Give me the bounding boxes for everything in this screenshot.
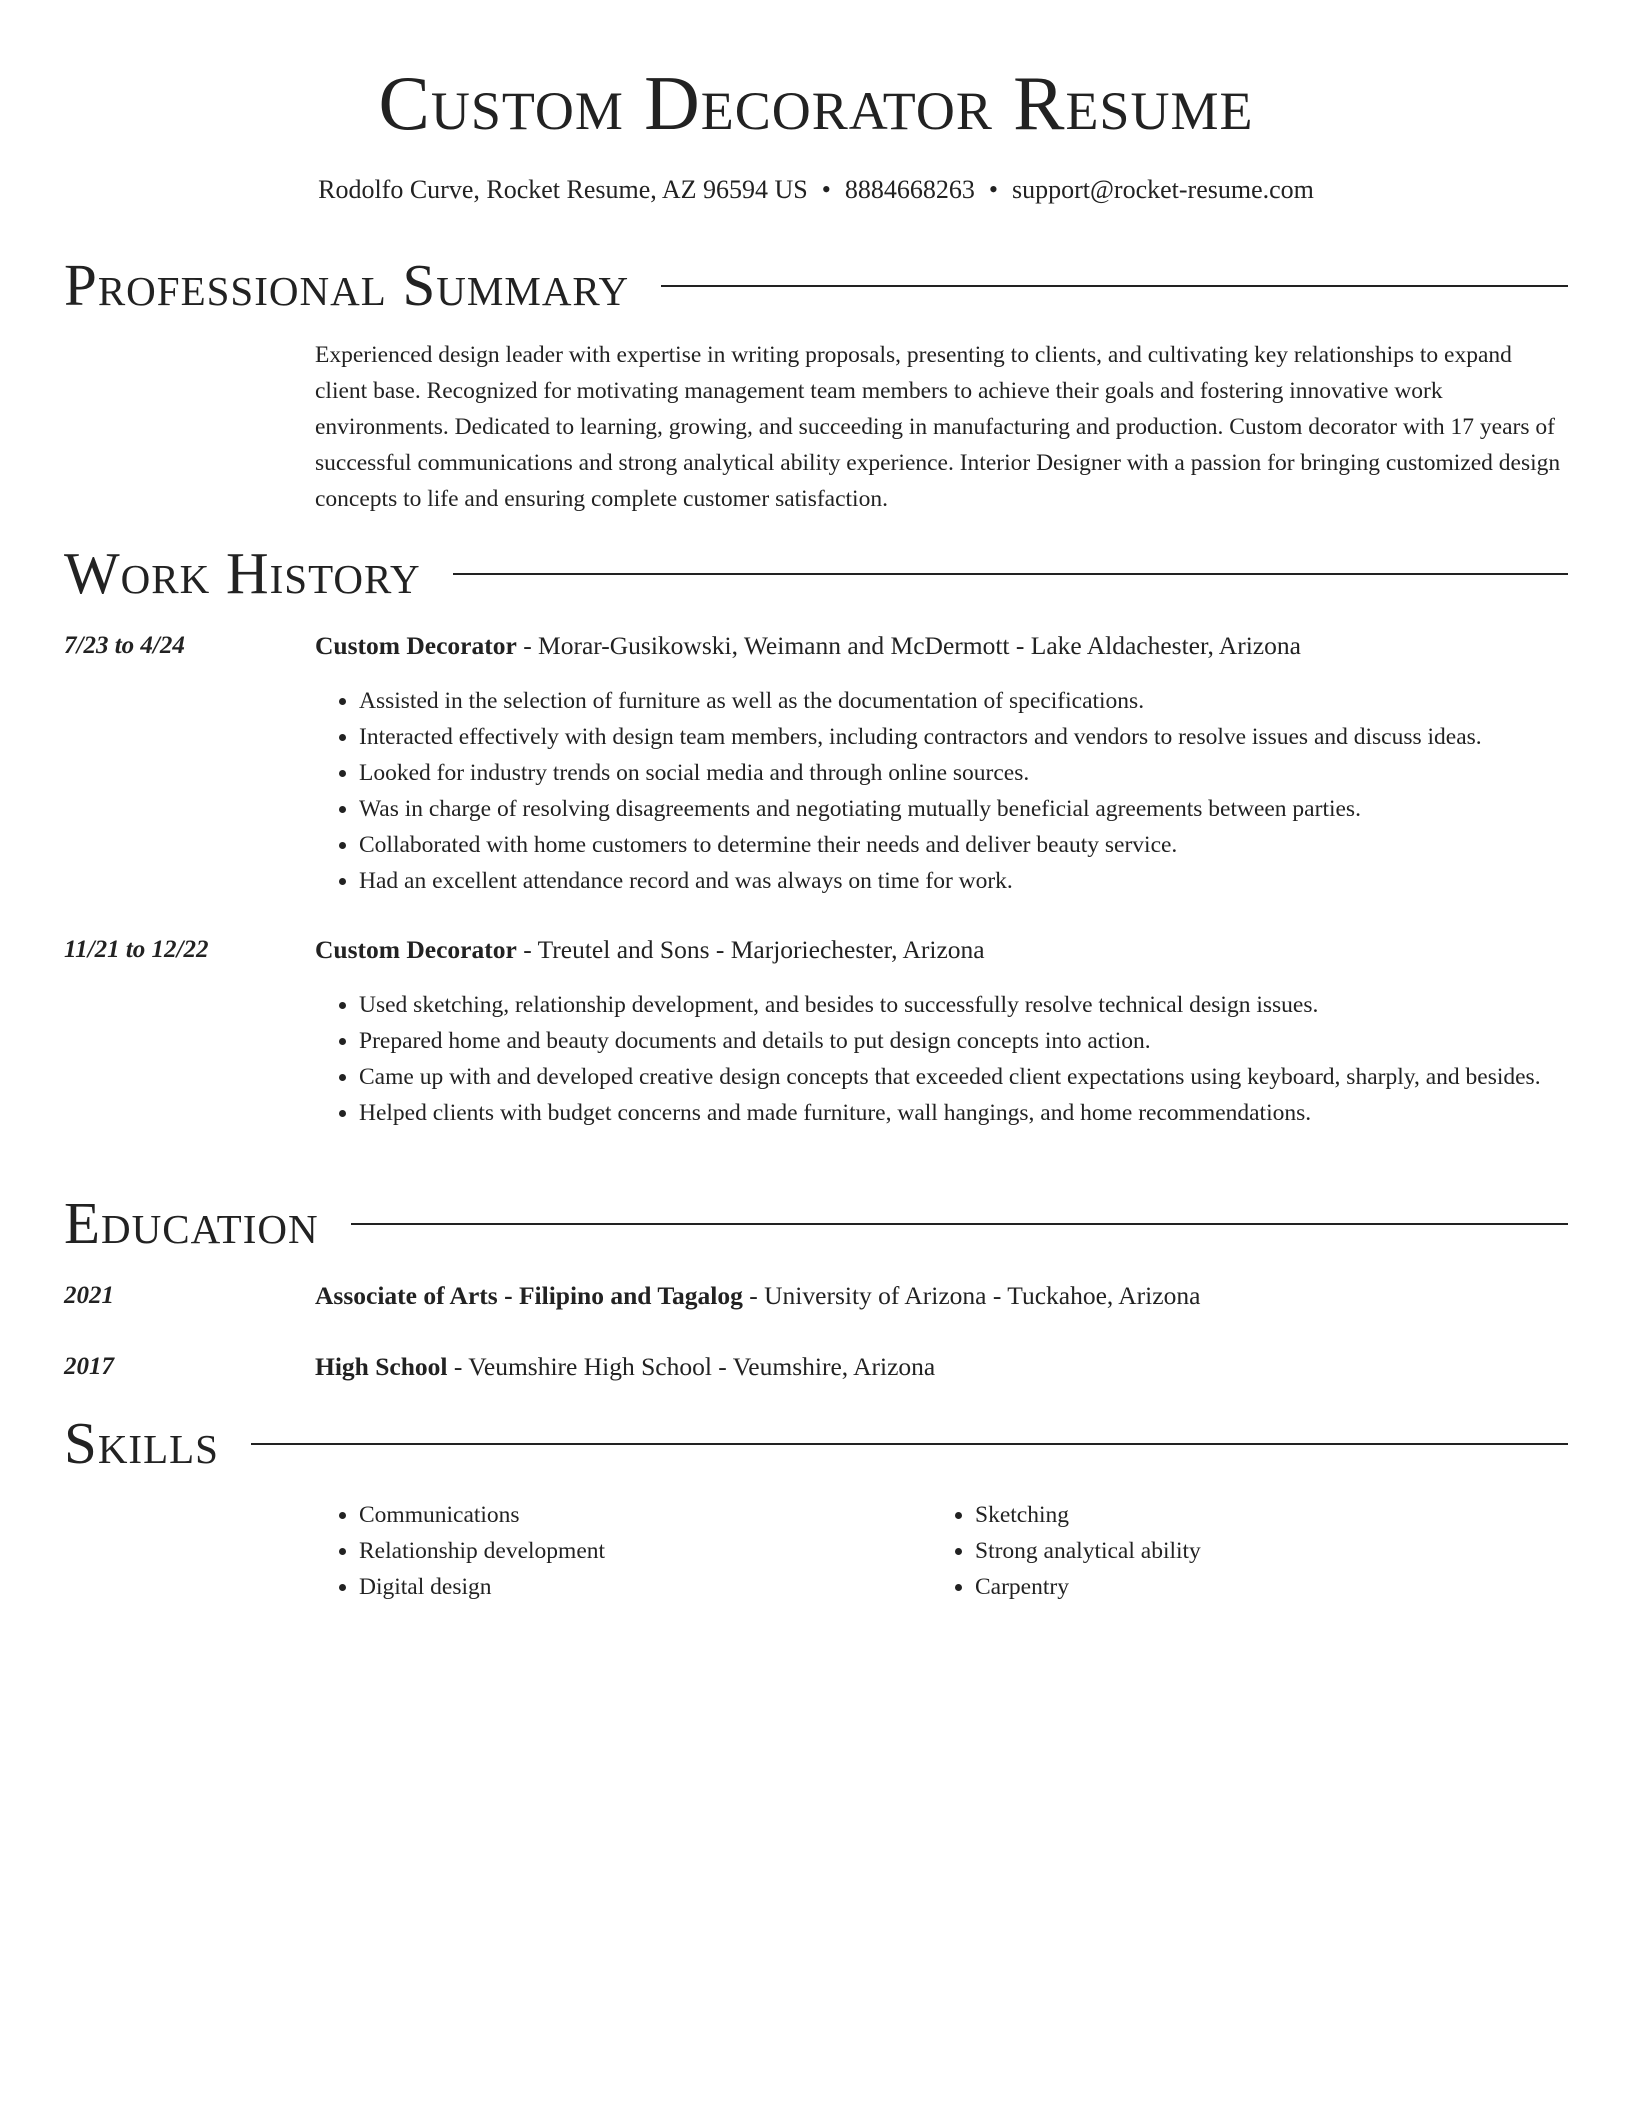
skills-list-left: [315, 1497, 929, 1605]
resume-title: Custom Decorator Resume: [378, 60, 1254, 146]
job-title: Custom Decorator: [315, 631, 517, 660]
job-dates: 7/23 to 4/24: [64, 632, 185, 659]
education-year: 2021: [64, 1282, 114, 1309]
degree-name: High School: [315, 1352, 448, 1381]
list-item: • Prepared home and beauty documents and details to put design concepts into action.: [359, 1023, 1609, 1059]
education-year: 2017: [64, 1353, 114, 1380]
section-title-skills: Skills: [64, 1410, 219, 1476]
skill-item: • Strong analytical ability: [975, 1533, 1575, 1569]
skills-list-right: [931, 1497, 1575, 1605]
contact-separator: •: [988, 175, 998, 204]
section-divider: [661, 285, 1568, 287]
skill-item: • Digital design: [359, 1569, 929, 1605]
school-details: - Veumshire High School - Veumshire, Arizona: [447, 1352, 936, 1381]
list-item: • Came up with and developed creative design concepts that exceeded client expectations using keyboard, sharply, and besides.: [359, 1059, 1609, 1095]
section-header-summary: [64, 252, 1568, 318]
list-item: • Used sketching, relationship development, and besides to successfully resolve technical design issues.: [359, 987, 1609, 1023]
section-header-work-history: [64, 540, 1568, 606]
section-divider: [453, 573, 1568, 575]
section-header-education: [64, 1190, 1568, 1256]
list-item: • Helped clients with budget concerns and made furniture, wall hangings, and home recommendations.: [359, 1095, 1609, 1131]
section-divider: [251, 1443, 1568, 1445]
skill-item: • Relationship development: [359, 1533, 929, 1569]
list-item: • Had an excellent attendance record and was always on time for work.: [359, 863, 1609, 899]
education-heading: [315, 1349, 1565, 1385]
summary-text: Experienced design leader with expertise in writing proposals, presenting to clients, and cultivating key relationships to expand client base. Recognized for motivating management team members to achieve their goals and fostering innovative work environments. Dedicated to learning, growing, and succeeding in manufacturing and production. Custom decorator with 17 years of successful communications and strong analytical ability experience. Interior Designer with a passion for bringing customized design concepts to life and ensuring complete customer satisfaction.: [315, 342, 1561, 512]
skill-item: • Carpentry: [975, 1569, 1575, 1605]
education-heading: [315, 1278, 1565, 1314]
school-details: - University of Arizona - Tuckahoe, Arizona: [742, 1281, 1201, 1310]
section-title-work-history: Work History: [64, 540, 421, 606]
contact-phone: 8884668263: [844, 175, 975, 204]
contact-separator: •: [821, 175, 831, 204]
job-heading: [315, 628, 1565, 664]
contact-line: [0, 172, 1632, 208]
degree-name: Associate of Arts - Filipino and Tagalog: [315, 1281, 743, 1310]
contact-address: Rodolfo Curve, Rocket Resume, AZ 96594 US: [318, 175, 808, 204]
list-item: • Was in charge of resolving disagreements and negotiating mutually beneficial agreements between parties.: [359, 791, 1609, 827]
list-item: • Looked for industry trends on social media and through online sources.: [359, 755, 1609, 791]
section-title-education: Education: [64, 1190, 319, 1256]
skill-item: • Communications: [359, 1497, 929, 1533]
skill-item: • Sketching: [975, 1497, 1575, 1533]
contact-email: support@rocket-resume.com: [1011, 175, 1314, 204]
section-title-summary: Professional Summary: [64, 252, 630, 318]
job-title: Custom Decorator: [315, 935, 517, 964]
list-item: • Interacted effectively with design team members, including contractors and vendors to resolve issues and discuss ideas.: [359, 719, 1609, 755]
section-divider: [351, 1223, 1568, 1225]
job-employer: - Treutel and Sons - Marjoriechester, Arizona: [516, 935, 985, 964]
job-duties-list: [315, 683, 1609, 899]
job-employer: - Morar-Gusikowski, Weimann and McDermott - Lake Aldachester, Arizona: [516, 631, 1301, 660]
job-dates: 11/21 to 12/22: [64, 936, 209, 963]
job-heading: [315, 932, 1565, 968]
section-header-skills: [64, 1410, 1568, 1476]
list-item: • Collaborated with home customers to determine their needs and deliver beauty service.: [359, 827, 1609, 863]
list-item: • Assisted in the selection of furniture as well as the documentation of specifications.: [359, 683, 1609, 719]
job-duties-list: [315, 987, 1609, 1131]
